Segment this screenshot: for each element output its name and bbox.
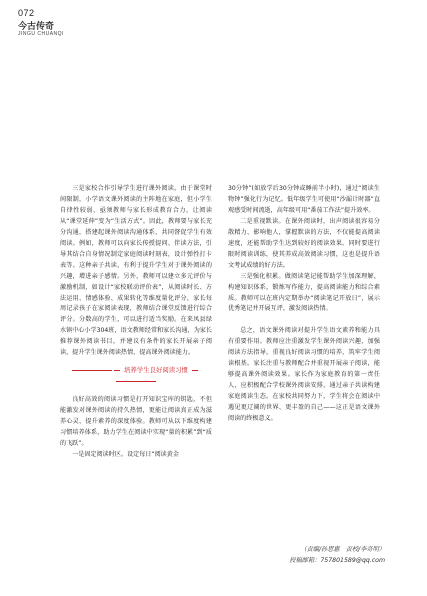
heading-line-left xyxy=(72,370,112,371)
section-heading-text: 培养学生良好阅读习惯 xyxy=(124,366,188,375)
submission-email: 投稿邮箱：757801589@qq.com xyxy=(289,557,385,564)
heading-ornament-right xyxy=(192,370,198,371)
credits xyxy=(245,544,385,566)
paragraph-habits: 良好高效的阅读习惯是打开知识宝库的钥匙，不但能激发对课外阅读的持久热情，更能让阅读真正成为滋养心灵、提升素养的深度体验。教师可从以下维度构建习惯培养体系，助力学生在阅读中实现“量的积累”到“质的飞跃”。 xyxy=(60,396,212,447)
paragraph-fixed-time: 一是固定阅读时区。设定每日“阅读黄金 xyxy=(72,450,179,458)
paragraph-fixed-time-cont: 30分钟”(如放学后30分钟或睡前半小时)，通过“阅读生物钟”强化行为记忆。低年级学生可使用“沙漏计时器”直观感受时间流逝，高年级可用“番茄工作法”提升效率。 xyxy=(228,185,380,214)
right-column xyxy=(228,184,380,425)
journal-title: 今古传奇 xyxy=(18,22,55,32)
paragraph-silent-reading: 二是重视默读。在课外阅读时，出声阅读很容易分散精力、影响他人，掌握默读的方法，不仅能提高阅读速度，还能帮助学生达到较好的阅读效果。同时要进行限时阅读训练，使其养成高效阅读习惯，这也是提升语文考试成绩的好方法。 xyxy=(228,217,380,269)
paragraph-accumulation: 三是强化积累。做阅读笔记能帮助学生加深理解，构建知识体系，锻炼写作能力，提高阅读能力和综合素质。教师可以在班内定期举办“阅读笔记开放日”，展示优秀笔记并开展互评，激发阅读热情。 xyxy=(228,272,380,313)
paragraph-conclusion: 总之，语文课外阅读对提升学生语文素养和能力具有重要作用。教师应注重激发学生课外阅读兴趣，加强阅读方法指导，重视良好阅读习惯的培养，筑牢学生阅读根基。家长注重与教师配合并重视开展亲子阅读，能够提高课外阅读效果。家长作为家庭教育的第一责任人，应积极配合学校课外阅读安排，通过亲子共读构建家庭阅读生态。在家校共同努力下，学生将会在阅读中遇见更辽阔的世界、更丰盈的自己——这正是语文课外阅读的终极意义。 xyxy=(228,327,380,423)
journal-pinyin: JINGU CHUANQI xyxy=(18,31,64,37)
section-heading xyxy=(60,365,212,387)
left-column xyxy=(60,184,212,461)
heading-ornament-left xyxy=(114,370,120,371)
editor-credit: （责编/孙思惠 责校/李奇明） xyxy=(300,546,385,553)
page-number: 072 xyxy=(18,8,35,18)
heading-line-right xyxy=(116,381,156,382)
paragraph-home-school: 三是家校合作引导学生进行课外阅读。由于课堂时间限制，小学语文课外阅读的主阵地在家庭，但小学生自律性较弱，亟须教师与家长形成教育合力，让阅读从“课堂延伸”变为“生活方式”。因此，教师要与家长充分沟通，搭建起课外阅读沟通体系，共同督促学生有效阅读。例如，教师可以向家长传授提问、伴读方法，引导其结合自身情况制定家庭阅读时刻表，设计弹性打卡表等。这种亲子共读，有利于提升学生对于课外阅读的兴趣，增进亲子感情。另外，教师可以建立多元评价与激励机制，如设计“家校联动评价表”，从阅读时长、方法运用、情感体验、成果转化等维度量化评分，家长每周记录孩子在家阅读表现，教师结合课堂反馈进行综合评分。分数高的学生，可以进行适当奖励。在来凤县绿水镇中心小学304班，语文教师经常和家长沟通，为家长推荐课外阅读书目，并建议有条件的家长开展亲子阅读，提升学生课外阅读热情，提高课外阅读能力。 xyxy=(60,185,212,357)
